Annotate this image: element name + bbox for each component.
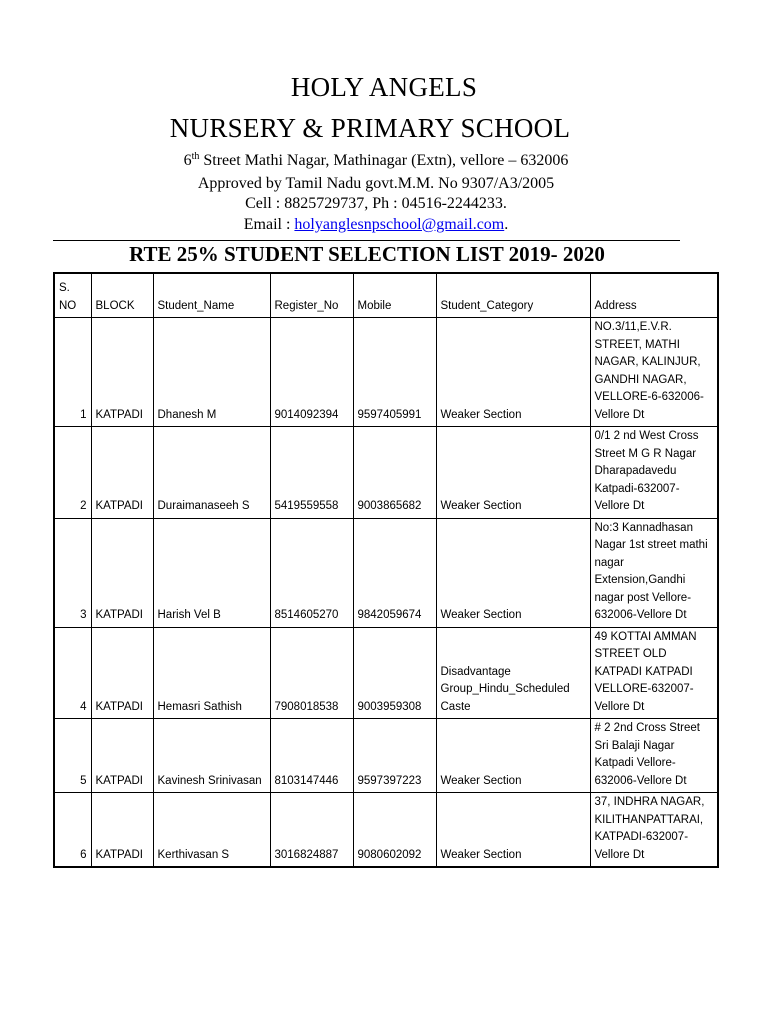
header-student-name: Student_Name	[153, 273, 270, 318]
cell-register-no: 8514605270	[270, 518, 353, 627]
cell-sno: 2	[54, 427, 91, 519]
cell-block: KATPADI	[91, 627, 153, 719]
email-suffix: .	[504, 216, 509, 233]
school-approval: Approved by Tamil Nadu govt.M.M. No 9307/A3/2005	[197, 175, 555, 192]
cell-student-name: Kavinesh Srinivasan	[153, 719, 270, 793]
table-row	[54, 318, 718, 427]
cell-mobile: 9080602092	[353, 793, 436, 868]
header-address: Address	[590, 273, 718, 318]
cell-address: No:3 Kannadhasan Nagar 1st street mathi nagar Extension,Gandhi nagar post Vellore-632006-Vellore Dt	[590, 518, 718, 627]
table-row	[54, 793, 718, 868]
cell-student-category: Weaker Section	[436, 518, 590, 627]
cell-student-category: Weaker Section	[436, 793, 590, 868]
cell-sno: 4	[54, 627, 91, 719]
table-header-row	[54, 273, 718, 318]
school-name-line2: NURSERY & PRIMARY SCHOOL	[169, 113, 571, 143]
cell-address: 49 KOTTAI AMMAN STREET OLD KATPADI KATPADI VELLORE-632007-Vellore Dt	[590, 627, 718, 719]
cell-student-category: Weaker Section	[436, 318, 590, 427]
cell-register-no: 8103147446	[270, 719, 353, 793]
cell-student-name: Duraimanaseeh S	[153, 427, 270, 519]
cell-sno: 5	[54, 719, 91, 793]
school-phones: Cell : 8825729737, Ph : 04516-2244233.	[245, 195, 507, 212]
cell-block: KATPADI	[91, 719, 153, 793]
cell-block: KATPADI	[91, 318, 153, 427]
address-text: Street Mathi Nagar, Mathinagar (Extn), vellore – 632006	[199, 152, 569, 169]
cell-register-no: 3016824887	[270, 793, 353, 868]
list-title: RTE 25% STUDENT SELECTION LIST 2019- 2020	[129, 242, 605, 266]
cell-sno: 6	[54, 793, 91, 868]
cell-student-category: Weaker Section	[436, 719, 590, 793]
address-ordinal: th	[191, 151, 200, 162]
cell-student-category: Disadvantage Group_Hindu_Scheduled Caste	[436, 627, 590, 719]
cell-mobile: 9597405991	[353, 318, 436, 427]
cell-student-name: Hemasri Sathish	[153, 627, 270, 719]
header-block: BLOCK	[91, 273, 153, 318]
cell-mobile: 9003959308	[353, 627, 436, 719]
address-number: 6	[183, 152, 192, 169]
header-register-no: Register_No	[270, 273, 353, 318]
header-mobile: Mobile	[353, 273, 436, 318]
cell-register-no: 7908018538	[270, 627, 353, 719]
table-row	[54, 719, 718, 793]
cell-student-name: Kerthivasan S	[153, 793, 270, 868]
cell-register-no: 5419559558	[270, 427, 353, 519]
cell-sno: 3	[54, 518, 91, 627]
cell-mobile: 9597397223	[353, 719, 436, 793]
cell-student-name: Harish Vel B	[153, 518, 270, 627]
selection-table	[53, 272, 719, 868]
table-row	[54, 427, 718, 519]
cell-student-category: Weaker Section	[436, 427, 590, 519]
cell-address: # 2 2nd Cross Street Sri Balaji Nagar Katpadi Vellore-632006-Vellore Dt	[590, 719, 718, 793]
cell-block: KATPADI	[91, 518, 153, 627]
school-name-line1: HOLY ANGELS	[290, 72, 478, 102]
cell-mobile: 9003865682	[353, 427, 436, 519]
cell-sno: 1	[54, 318, 91, 427]
cell-address: 37, INDHRA NAGAR, KILITHANPATTARAI, KATPADI-632007-Vellore Dt	[590, 793, 718, 868]
table-row	[54, 627, 718, 719]
header-student-category: Student_Category	[436, 273, 590, 318]
cell-register-no: 9014092394	[270, 318, 353, 427]
header-divider	[53, 240, 680, 241]
cell-mobile: 9842059674	[353, 518, 436, 627]
school-email-line	[0, 216, 760, 234]
school-address	[0, 152, 760, 170]
header-sno: S. NO	[54, 273, 91, 318]
cell-address: NO.3/11,E.V.R. STREET, MATHI NAGAR, KALINJUR, GANDHI NAGAR, VELLORE-6-632006-Vellore Dt	[590, 318, 718, 427]
cell-block: KATPADI	[91, 793, 153, 868]
cell-address: 0/1 2 nd West Cross Street M G R Nagar Dharapadavedu Katpadi-632007-Vellore Dt	[590, 427, 718, 519]
email-link[interactable]: holyanglesnpschool@gmail.com	[294, 216, 505, 233]
email-label: Email :	[243, 216, 295, 233]
cell-student-name: Dhanesh M	[153, 318, 270, 427]
cell-block: KATPADI	[91, 427, 153, 519]
table-row	[54, 518, 718, 627]
